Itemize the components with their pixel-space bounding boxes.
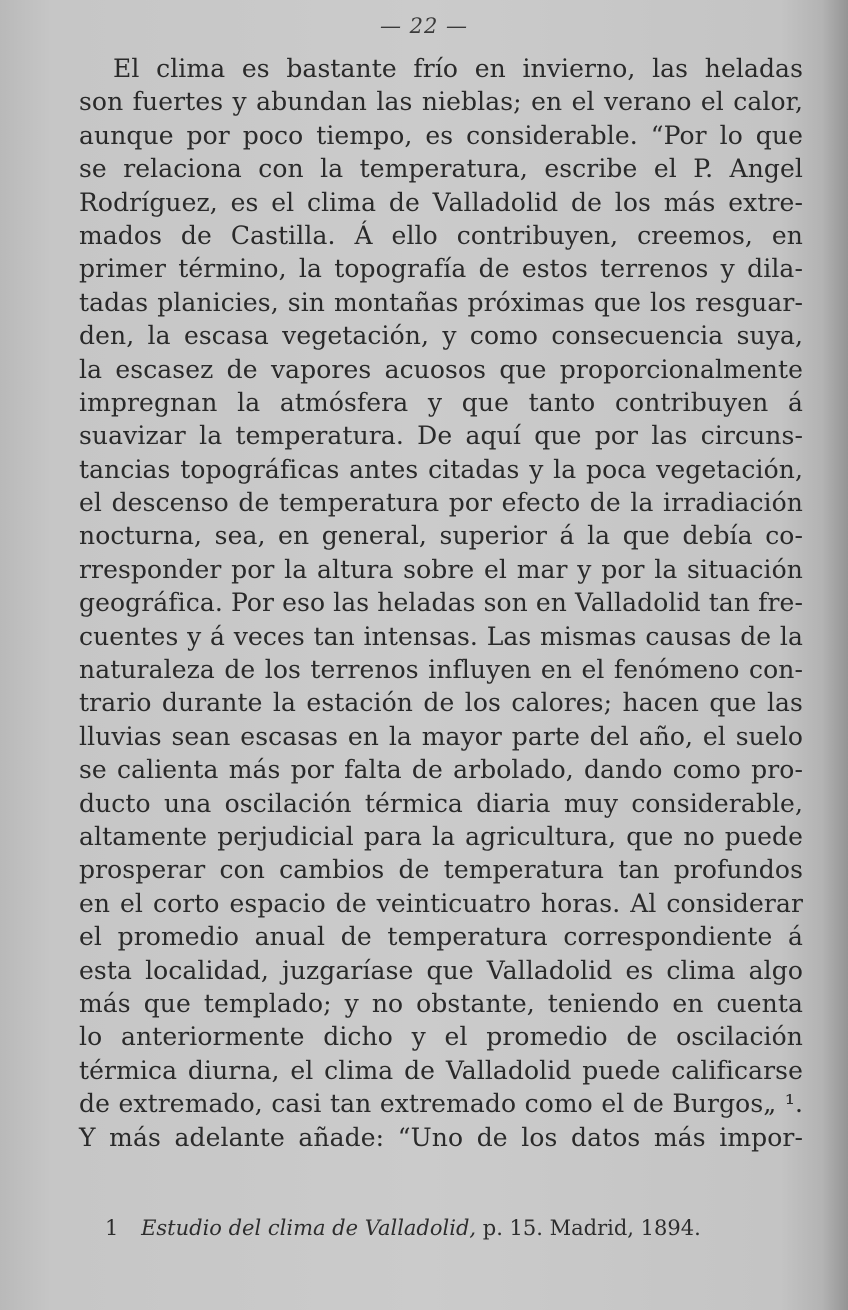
- text-line: Y más adelante añade: “Uno de los datos más impor-: [79, 1122, 803, 1152]
- text-line: naturaleza de los terrenos influyen en el fenómeno con-: [79, 655, 803, 685]
- text-line: térmica diurna, el clima de Valladolid puede calificarse: [79, 1055, 803, 1085]
- text-line: aunque por poco tiempo, es considerable. “Por lo que: [79, 120, 803, 150]
- text-line: primer término, la topografía de estos terrenos y dila-: [79, 254, 803, 284]
- text-line: el promedio anual de temperatura correspondiente á: [79, 922, 803, 952]
- text-line: mados de Castilla. Á ello contribuyen, creemos, en: [79, 220, 803, 250]
- text-line: cuentes y á veces tan intensas. Las mismas causas de la: [79, 621, 803, 651]
- text-line: trario durante la estación de los calores; hacen que las: [79, 688, 803, 718]
- text-line: son fuertes y abundan las nieblas; en el verano el calor,: [79, 87, 803, 117]
- page-shadow: [822, 0, 848, 1310]
- footnote-number: 1: [105, 1216, 119, 1240]
- text-line: más que templado; y no obstante, teniendo en cuenta: [79, 988, 803, 1018]
- text-line: la escasez de vapores acuosos que proporcionalmente: [79, 354, 803, 384]
- footnote-reference: p. 15. Madrid, 1894.: [482, 1216, 701, 1240]
- text-line: se relaciona con la temperatura, escribe el P. Angel: [79, 154, 803, 184]
- text-line: tadas planicies, sin montañas próximas que los resguar-: [79, 287, 803, 317]
- text-line: nocturna, sea, en general, superior á la que debía co-: [79, 521, 803, 551]
- text-line: lluvias sean escasas en la mayor parte del año, el suelo: [79, 721, 803, 751]
- text-line: ducto una oscilación térmica diaria muy considerable,: [79, 788, 803, 818]
- text-line: impregnan la atmósfera y que tanto contribuyen á: [79, 387, 803, 417]
- text-line: den, la escasa vegetación, y como consecuencia suya,: [79, 321, 803, 351]
- body-text: [79, 52, 803, 1154]
- text-line: tancias topográficas antes citadas y la poca vegetación,: [79, 454, 803, 484]
- text-line: rresponder por la altura sobre el mar y por la situación: [79, 554, 803, 584]
- footnote-title: Estudio del clima de Valladolid,: [141, 1216, 477, 1240]
- text-line: Rodríguez, es el clima de Valladolid de los más extre-: [79, 187, 803, 217]
- text-line: lo anteriormente dicho y el promedio de oscilación: [79, 1022, 803, 1052]
- page-number: — 22 —: [379, 14, 469, 38]
- text-line: esta localidad, juzgaríase que Valladolid es clima algo: [79, 955, 803, 985]
- text-line: suavizar la temperatura. De aquí que por las circuns-: [79, 421, 803, 451]
- text-line: prosperar con cambios de temperatura tan profundos: [79, 855, 803, 885]
- text-line: se calienta más por falta de arbolado, dando como pro-: [79, 755, 803, 785]
- text-line: el descenso de temperatura por efecto de la irradiación: [79, 488, 803, 518]
- text-line: altamente perjudicial para la agricultura, que no puede: [79, 821, 803, 851]
- text-line: geográfica. Por eso las heladas son en Valladolid tan fre-: [79, 588, 803, 618]
- footnote: [105, 1216, 765, 1240]
- text-line: El clima es bastante frío en invierno, las heladas: [113, 54, 803, 83]
- text-line: en el corto espacio de veinticuatro horas. Al considerar: [79, 888, 803, 918]
- text-line: de extremado, casi tan extremado como el de Burgos„ ¹.: [79, 1089, 803, 1119]
